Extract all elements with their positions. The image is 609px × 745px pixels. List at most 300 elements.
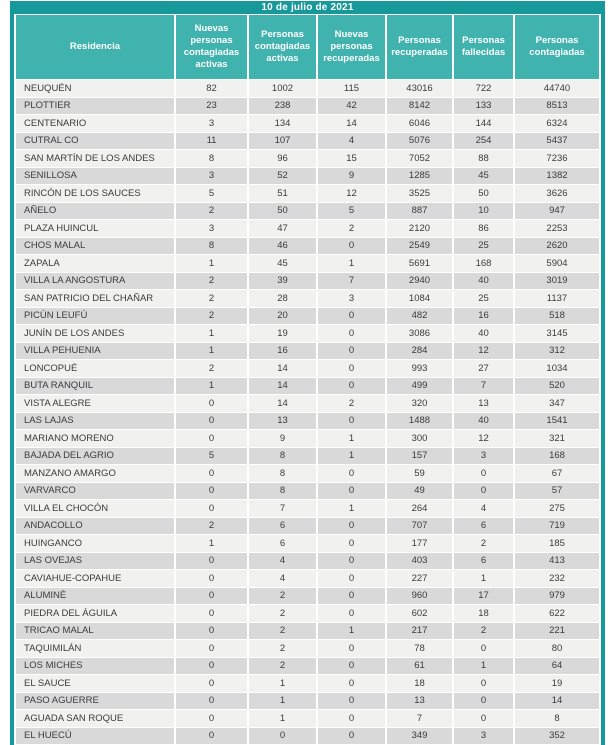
column-header: Nuevas personas contagiadas activas <box>176 15 247 79</box>
value-cell: 51 <box>249 185 316 202</box>
table-row <box>16 133 599 150</box>
value-cell: 46 <box>249 238 316 255</box>
value-cell: 49 <box>387 483 452 500</box>
value-cell: 0 <box>318 308 385 325</box>
value-cell: 7 <box>249 500 316 517</box>
residencia-cell: RINCÓN DE LOS SAUCES <box>16 185 174 202</box>
table-row <box>16 80 599 97</box>
value-cell: 1084 <box>387 290 452 307</box>
value-cell: 0 <box>176 483 247 500</box>
value-cell: 12 <box>318 185 385 202</box>
value-cell: 43016 <box>387 80 452 97</box>
value-cell: 0 <box>318 465 385 482</box>
value-cell: 1541 <box>515 413 599 430</box>
value-cell: 1034 <box>515 360 599 377</box>
value-cell: 2 <box>249 623 316 640</box>
value-cell: 2 <box>176 273 247 290</box>
residencia-cell: BUTA RANQUIL <box>16 378 174 395</box>
value-cell: 78 <box>387 640 452 657</box>
table-row <box>16 308 599 325</box>
residencia-cell: SAN PATRICIO DEL CHAÑAR <box>16 290 174 307</box>
value-cell: 86 <box>454 220 513 237</box>
value-cell: 0 <box>318 640 385 657</box>
value-cell: 40 <box>454 413 513 430</box>
value-cell: 1 <box>176 255 247 272</box>
table-row <box>16 465 599 482</box>
value-cell: 284 <box>387 343 452 360</box>
table-row <box>16 203 599 220</box>
value-cell: 0 <box>176 728 247 745</box>
value-cell: 1 <box>249 675 316 692</box>
value-cell: 217 <box>387 623 452 640</box>
value-cell: 6 <box>454 553 513 570</box>
value-cell: 7 <box>318 273 385 290</box>
table-row <box>16 693 599 710</box>
table-row <box>16 343 599 360</box>
value-cell: 107 <box>249 133 316 150</box>
value-cell: 4 <box>249 553 316 570</box>
residencia-cell: PIEDRA DEL ÁGUILA <box>16 605 174 622</box>
value-cell: 0 <box>176 430 247 447</box>
value-cell: 1 <box>318 430 385 447</box>
value-cell: 2 <box>176 308 247 325</box>
value-cell: 20 <box>249 308 316 325</box>
residencia-cell: CUTRAL CO <box>16 133 174 150</box>
table-row <box>16 220 599 237</box>
residencia-cell: VILLA PEHUENIA <box>16 343 174 360</box>
value-cell: 0 <box>454 465 513 482</box>
value-cell: 4 <box>318 133 385 150</box>
value-cell: 254 <box>454 133 513 150</box>
value-cell: 18 <box>387 675 452 692</box>
residencia-cell: MARIANO MORENO <box>16 430 174 447</box>
value-cell: 238 <box>249 98 316 115</box>
value-cell: 482 <box>387 308 452 325</box>
value-cell: 57 <box>515 483 599 500</box>
residencia-cell: VILLA LA ANGOSTURA <box>16 273 174 290</box>
table-row <box>16 185 599 202</box>
residencia-cell: LOS MICHES <box>16 658 174 675</box>
value-cell: 0 <box>176 500 247 517</box>
table-row <box>16 430 599 447</box>
table-row <box>16 675 599 692</box>
value-cell: 0 <box>176 395 247 412</box>
value-cell: 9 <box>249 430 316 447</box>
value-cell: 232 <box>515 570 599 587</box>
table-title-date: 10 de julio de 2021 <box>14 1 601 14</box>
value-cell: 6 <box>249 518 316 535</box>
value-cell: 3145 <box>515 325 599 342</box>
residencia-cell: AÑELO <box>16 203 174 220</box>
residencia-cell: JUNÍN DE LOS ANDES <box>16 325 174 342</box>
column-header: Nuevas personas recuperadas <box>318 15 385 79</box>
value-cell: 3 <box>454 448 513 465</box>
table-header-row <box>16 15 599 79</box>
value-cell: 0 <box>318 693 385 710</box>
table-row <box>16 378 599 395</box>
value-cell: 14 <box>318 115 385 132</box>
table-row <box>16 290 599 307</box>
table-row <box>16 273 599 290</box>
table-row <box>16 518 599 535</box>
value-cell: 61 <box>387 658 452 675</box>
value-cell: 7 <box>454 378 513 395</box>
value-cell: 1382 <box>515 168 599 185</box>
table-row <box>16 168 599 185</box>
value-cell: 2620 <box>515 238 599 255</box>
column-header: Personas fallecidas <box>454 15 513 79</box>
value-cell: 1285 <box>387 168 452 185</box>
value-cell: 0 <box>318 518 385 535</box>
value-cell: 3019 <box>515 273 599 290</box>
residencia-cell: BAJADA DEL AGRIO <box>16 448 174 465</box>
value-cell: 264 <box>387 500 452 517</box>
value-cell: 1 <box>318 255 385 272</box>
value-cell: 2549 <box>387 238 452 255</box>
value-cell: 275 <box>515 500 599 517</box>
value-cell: 3 <box>176 220 247 237</box>
value-cell: 0 <box>318 413 385 430</box>
residencia-cell: SENILLOSA <box>16 168 174 185</box>
value-cell: 3 <box>176 115 247 132</box>
value-cell: 1 <box>318 448 385 465</box>
value-cell: 13 <box>387 693 452 710</box>
value-cell: 14 <box>249 395 316 412</box>
value-cell: 11 <box>176 133 247 150</box>
residencia-cell: VARVARCO <box>16 483 174 500</box>
value-cell: 3525 <box>387 185 452 202</box>
table-row <box>16 483 599 500</box>
value-cell: 7 <box>387 710 452 727</box>
residencia-cell: HUINGANCO <box>16 535 174 552</box>
value-cell: 0 <box>176 588 247 605</box>
residencia-cell: EL HUECÚ <box>16 728 174 745</box>
value-cell: 0 <box>318 605 385 622</box>
value-cell: 0 <box>176 413 247 430</box>
table-row <box>16 413 599 430</box>
value-cell: 64 <box>515 658 599 675</box>
value-cell: 40 <box>454 273 513 290</box>
value-cell: 0 <box>454 710 513 727</box>
value-cell: 2 <box>176 290 247 307</box>
value-cell: 59 <box>387 465 452 482</box>
value-cell: 320 <box>387 395 452 412</box>
value-cell: 45 <box>454 168 513 185</box>
value-cell: 5691 <box>387 255 452 272</box>
value-cell: 157 <box>387 448 452 465</box>
value-cell: 1 <box>176 378 247 395</box>
table-row <box>16 728 599 745</box>
residencia-cell: NEUQUÉN <box>16 80 174 97</box>
value-cell: 0 <box>176 693 247 710</box>
value-cell: 719 <box>515 518 599 535</box>
value-cell: 499 <box>387 378 452 395</box>
value-cell: 7236 <box>515 150 599 167</box>
table-row <box>16 623 599 640</box>
value-cell: 2 <box>249 640 316 657</box>
value-cell: 2253 <box>515 220 599 237</box>
value-cell: 25 <box>454 290 513 307</box>
column-header: Personas contagiadas activas <box>249 15 316 79</box>
value-cell: 0 <box>318 658 385 675</box>
value-cell: 12 <box>454 343 513 360</box>
value-cell: 6 <box>454 518 513 535</box>
value-cell: 0 <box>176 658 247 675</box>
value-cell: 8 <box>176 150 247 167</box>
value-cell: 1 <box>318 500 385 517</box>
value-cell: 0 <box>318 378 385 395</box>
residencia-cell: ZAPALA <box>16 255 174 272</box>
residencia-cell: ANDACOLLO <box>16 518 174 535</box>
value-cell: 5076 <box>387 133 452 150</box>
value-cell: 1 <box>176 325 247 342</box>
table-row <box>16 325 599 342</box>
value-cell: 6324 <box>515 115 599 132</box>
value-cell: 8142 <box>387 98 452 115</box>
value-cell: 0 <box>318 675 385 692</box>
value-cell: 80 <box>515 640 599 657</box>
value-cell: 312 <box>515 343 599 360</box>
value-cell: 2 <box>176 203 247 220</box>
value-cell: 0 <box>318 728 385 745</box>
value-cell: 0 <box>454 693 513 710</box>
value-cell: 12 <box>454 430 513 447</box>
value-cell: 14 <box>249 360 316 377</box>
value-cell: 0 <box>176 605 247 622</box>
value-cell: 2 <box>249 658 316 675</box>
value-cell: 4 <box>249 570 316 587</box>
value-cell: 321 <box>515 430 599 447</box>
residencia-cell: ALUMINÉ <box>16 588 174 605</box>
value-cell: 347 <box>515 395 599 412</box>
column-header-residencia: Residencia <box>16 15 174 79</box>
value-cell: 27 <box>454 360 513 377</box>
residencia-cell: VILLA EL CHOCÓN <box>16 500 174 517</box>
table-row <box>16 500 599 517</box>
value-cell: 67 <box>515 465 599 482</box>
value-cell: 227 <box>387 570 452 587</box>
table-row <box>16 238 599 255</box>
value-cell: 947 <box>515 203 599 220</box>
value-cell: 88 <box>454 150 513 167</box>
value-cell: 19 <box>249 325 316 342</box>
residencia-cell: LONCOPUÉ <box>16 360 174 377</box>
value-cell: 115 <box>318 80 385 97</box>
value-cell: 352 <box>515 728 599 745</box>
value-cell: 16 <box>454 308 513 325</box>
value-cell: 168 <box>454 255 513 272</box>
value-cell: 5437 <box>515 133 599 150</box>
value-cell: 2 <box>249 588 316 605</box>
value-cell: 3 <box>318 290 385 307</box>
value-cell: 1 <box>249 710 316 727</box>
value-cell: 0 <box>318 710 385 727</box>
value-cell: 5904 <box>515 255 599 272</box>
table-row <box>16 395 599 412</box>
residencia-cell: AGUADA SAN ROQUE <box>16 710 174 727</box>
covid-report-panel <box>10 1 605 745</box>
value-cell: 0 <box>176 570 247 587</box>
value-cell: 2 <box>318 220 385 237</box>
value-cell: 2 <box>176 360 247 377</box>
value-cell: 518 <box>515 308 599 325</box>
value-cell: 13 <box>249 413 316 430</box>
value-cell: 622 <box>515 605 599 622</box>
residencia-cell: CAVIAHUE-COPAHUE <box>16 570 174 587</box>
value-cell: 23 <box>176 98 247 115</box>
value-cell: 8 <box>249 483 316 500</box>
value-cell: 8 <box>249 448 316 465</box>
value-cell: 177 <box>387 535 452 552</box>
value-cell: 17 <box>454 588 513 605</box>
value-cell: 0 <box>249 728 316 745</box>
value-cell: 4 <box>454 500 513 517</box>
value-cell: 3086 <box>387 325 452 342</box>
value-cell: 0 <box>176 675 247 692</box>
value-cell: 6 <box>249 535 316 552</box>
value-cell: 349 <box>387 728 452 745</box>
value-cell: 185 <box>515 535 599 552</box>
residencia-cell: SAN MARTÍN DE LOS ANDES <box>16 150 174 167</box>
value-cell: 3 <box>176 168 247 185</box>
value-cell: 2940 <box>387 273 452 290</box>
value-cell: 413 <box>515 553 599 570</box>
value-cell: 0 <box>318 535 385 552</box>
value-cell: 887 <box>387 203 452 220</box>
table-header <box>16 15 599 79</box>
value-cell: 1 <box>176 535 247 552</box>
value-cell: 19 <box>515 675 599 692</box>
value-cell: 0 <box>318 360 385 377</box>
residencia-cell: PASO AGUERRE <box>16 693 174 710</box>
value-cell: 82 <box>176 80 247 97</box>
residencia-cell: LAS OVEJAS <box>16 553 174 570</box>
value-cell: 39 <box>249 273 316 290</box>
value-cell: 979 <box>515 588 599 605</box>
value-cell: 0 <box>318 343 385 360</box>
value-cell: 44740 <box>515 80 599 97</box>
value-cell: 300 <box>387 430 452 447</box>
residencia-cell: TAQUIMILÁN <box>16 640 174 657</box>
value-cell: 0 <box>318 570 385 587</box>
value-cell: 0 <box>176 623 247 640</box>
value-cell: 8 <box>176 238 247 255</box>
value-cell: 3 <box>454 728 513 745</box>
value-cell: 10 <box>454 203 513 220</box>
value-cell: 0 <box>454 675 513 692</box>
value-cell: 14 <box>515 693 599 710</box>
value-cell: 0 <box>176 640 247 657</box>
value-cell: 993 <box>387 360 452 377</box>
value-cell: 3626 <box>515 185 599 202</box>
residencia-cell: PLOTTIER <box>16 98 174 115</box>
value-cell: 0 <box>176 710 247 727</box>
table-row <box>16 98 599 115</box>
value-cell: 52 <box>249 168 316 185</box>
table-row <box>16 570 599 587</box>
residencia-cell: LAS LAJAS <box>16 413 174 430</box>
value-cell: 221 <box>515 623 599 640</box>
value-cell: 1 <box>176 343 247 360</box>
value-cell: 0 <box>454 640 513 657</box>
value-cell: 47 <box>249 220 316 237</box>
value-cell: 134 <box>249 115 316 132</box>
value-cell: 2 <box>318 395 385 412</box>
value-cell: 1 <box>454 570 513 587</box>
value-cell: 8 <box>515 710 599 727</box>
residencia-cell: EL SAUCE <box>16 675 174 692</box>
value-cell: 96 <box>249 150 316 167</box>
value-cell: 2 <box>454 623 513 640</box>
residence-covid-table <box>14 14 601 745</box>
value-cell: 5 <box>176 448 247 465</box>
value-cell: 722 <box>454 80 513 97</box>
value-cell: 14 <box>249 378 316 395</box>
value-cell: 5 <box>318 203 385 220</box>
value-cell: 18 <box>454 605 513 622</box>
table-body <box>16 80 599 744</box>
table-row <box>16 535 599 552</box>
residencia-cell: PLAZA HUINCUL <box>16 220 174 237</box>
value-cell: 1137 <box>515 290 599 307</box>
value-cell: 0 <box>318 553 385 570</box>
value-cell: 2 <box>454 535 513 552</box>
table-row <box>16 605 599 622</box>
value-cell: 2120 <box>387 220 452 237</box>
value-cell: 25 <box>454 238 513 255</box>
value-cell: 2 <box>176 518 247 535</box>
value-cell: 15 <box>318 150 385 167</box>
value-cell: 133 <box>454 98 513 115</box>
value-cell: 520 <box>515 378 599 395</box>
residencia-cell: PICÚN LEUFÚ <box>16 308 174 325</box>
table-row <box>16 115 599 132</box>
value-cell: 6046 <box>387 115 452 132</box>
value-cell: 8 <box>249 465 316 482</box>
value-cell: 45 <box>249 255 316 272</box>
table-row <box>16 553 599 570</box>
value-cell: 0 <box>454 483 513 500</box>
value-cell: 0 <box>318 483 385 500</box>
value-cell: 9 <box>318 168 385 185</box>
value-cell: 1 <box>249 693 316 710</box>
value-cell: 50 <box>249 203 316 220</box>
column-header: Personas recuperadas <box>387 15 452 79</box>
residencia-cell: CENTENARIO <box>16 115 174 132</box>
value-cell: 16 <box>249 343 316 360</box>
table-row <box>16 150 599 167</box>
value-cell: 0 <box>318 238 385 255</box>
value-cell: 13 <box>454 395 513 412</box>
value-cell: 8513 <box>515 98 599 115</box>
value-cell: 0 <box>176 553 247 570</box>
residencia-cell: VISTA ALEGRE <box>16 395 174 412</box>
value-cell: 1 <box>454 658 513 675</box>
value-cell: 5 <box>176 185 247 202</box>
table-row <box>16 448 599 465</box>
value-cell: 144 <box>454 115 513 132</box>
value-cell: 0 <box>318 325 385 342</box>
value-cell: 707 <box>387 518 452 535</box>
table-row <box>16 640 599 657</box>
value-cell: 1488 <box>387 413 452 430</box>
value-cell: 960 <box>387 588 452 605</box>
value-cell: 0 <box>176 465 247 482</box>
value-cell: 7052 <box>387 150 452 167</box>
value-cell: 28 <box>249 290 316 307</box>
value-cell: 0 <box>318 588 385 605</box>
table-row <box>16 588 599 605</box>
